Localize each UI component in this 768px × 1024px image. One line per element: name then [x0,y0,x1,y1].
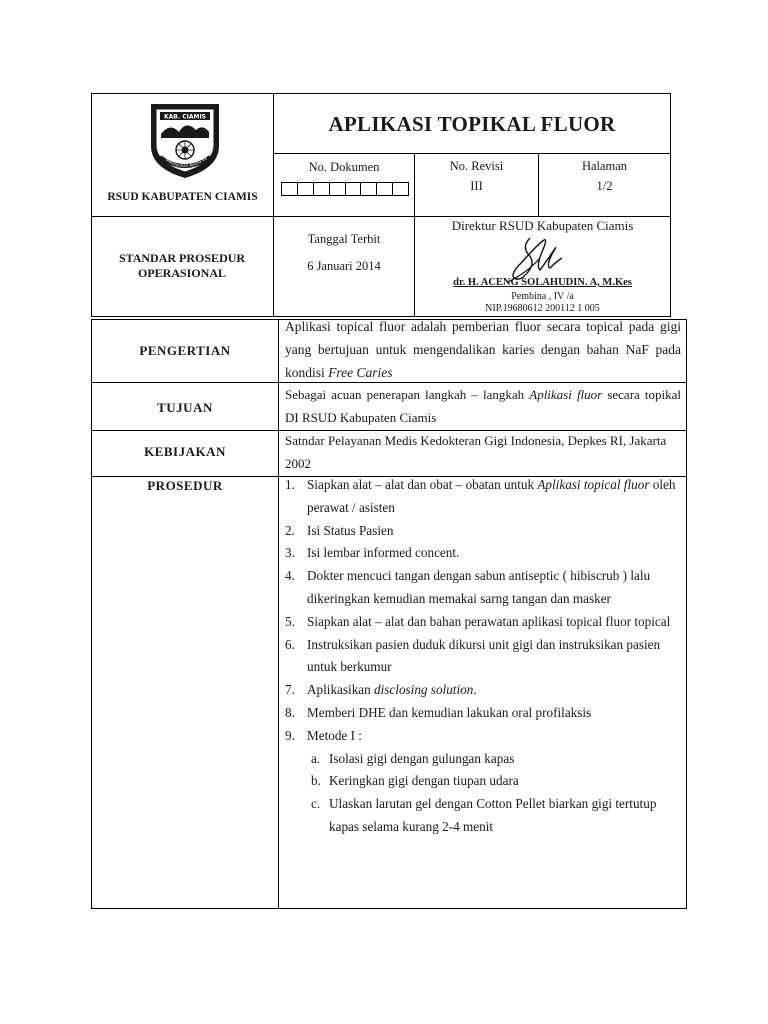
kebijakan-label: KEBIJAKAN [144,444,226,459]
prosedur-step-number: 7. [285,682,295,698]
prosedur-substep [307,793,681,839]
prosedur-step-number: 1. [285,477,295,492]
prosedur-substep-letter: b. [311,773,321,789]
prosedur-substep [307,748,681,771]
revisi-value: III [470,179,483,193]
prosedur-step [285,702,681,725]
prosedur-step-text: Memberi DHE dan kemudian lakukan oral profilaksis [307,704,592,720]
halaman-label: Halaman [581,159,628,173]
prosedur-step [285,611,681,634]
prosedur-step-number: 4. [285,568,295,584]
logo-top-text: KAB. CIAMIS [163,113,207,121]
direktur-rank: Pembina , IV /a [511,291,574,302]
prosedur-step-italic: Aplikasi topical fluor [537,477,650,492]
prosedur-substep-letter: a. [311,750,321,766]
tujuan-text-tail: secara topikal DI RSUD Kabupaten Ciamis [285,387,681,425]
dokumen-number-boxes [281,182,409,196]
hospital-name: RSUD KABUPATEN CIAMIS [107,191,258,203]
prosedur-step [285,725,681,748]
prosedur-step-text: Isi lembar informed concent. [307,545,460,561]
prosedur-step-number: 3. [285,545,295,561]
prosedur-step-number: 9. [285,727,295,743]
revisi-label: No. Revisi [449,159,504,173]
tujuan-label: TUJUAN [157,400,213,415]
prosedur-step-number: 6. [285,636,295,652]
prosedur-step [285,542,681,565]
pengertian-text-plain: Aplikasi topical fluor adalah pemberian fluor secara topical pada gigi yang bertujuan untuk mengendalikan karies dengan bahan NaF pada kondisi [285,319,681,380]
halaman-value: 1/2 [596,179,613,193]
prosedur-step-text: Isi Status Pasien [307,522,394,538]
kebijakan-text: Satndar Pelayanan Medis Kedokteran Gigi Indonesia, Depkes RI, Jakarta 2002 [285,433,667,471]
prosedur-list [285,474,681,839]
dokumen-label: No. Dokumen [308,160,380,174]
tanggal-label: Tanggal Terbit [307,232,381,246]
prosedur-step-text: Siapkan alat – alat dan bahan perawatan aplikasi topical fluor topical [307,613,671,629]
prosedur-substep-text: Ulaskan larutan gel dengan Cotton Pellet biarkan gigi tertutup kapas selama kurang 2-4 menit [329,796,657,834]
tujuan-text-italic: Aplikasi fluor [529,387,603,402]
direktur-name: dr. H. ACENG SOLAHUDIN. A, M.Kes [453,277,632,288]
spo-label: STANDAR PROSEDUR OPERASIONAL [118,251,246,280]
prosedur-step-text: Aplikasikan [307,682,375,698]
pengertian-text-italic: Free Caries [328,365,393,380]
prosedur-substep-letter: c. [311,796,321,812]
prosedur-step-tail: oleh perawat / asisten [307,477,676,515]
prosedur-step-number: 2. [285,522,295,538]
pengertian-label: PENGERTIAN [139,343,231,358]
tujuan-text-plain: Sebagai acuan penerapan langkah – langkah [285,387,530,402]
logo-motto: Mahayunan Ayuna Ka [164,155,208,169]
prosedur-step-text: Metode I : [307,727,362,743]
prosedur-step-text: Dokter mencuci tangan dengan sabun antiseptic ( hibiscrub ) lalu dikeringkan kemudian memakai sarng tangan dan masker [307,568,651,606]
direktur-label: Direktur RSUD Kabupaten Ciamis [451,218,634,233]
prosedur-label: PROSEDUR [147,478,223,493]
document-title: APLIKASI TOPIKAL FLUOR [328,112,616,136]
ciamis-logo [146,100,224,180]
prosedur-step-italic: disclosing solution [374,682,474,698]
prosedur-step-tail: . [473,682,477,698]
prosedur-substep [307,770,681,793]
prosedur-step [285,679,681,702]
prosedur-step-text: Instruksikan pasien duduk dikursi unit gigi dan instruksikan pasien untuk berkumur [307,636,661,675]
prosedur-substep-text: Isolasi gigi dengan gulungan kapas [329,750,515,766]
prosedur-step-text: Siapkan alat – alat dan obat – obatan untuk [307,477,538,492]
pengertian-text [285,315,681,384]
prosedur-step [285,520,681,543]
tanggal-value: 6 Januari 2014 [307,259,381,273]
prosedur-substep-text: Keringkan gigi dengan tiupan udara [329,773,519,789]
direktur-nip: NIP.19680612 200112 1 005 [485,303,600,314]
prosedur-step-number: 5. [285,613,295,629]
tujuan-text [285,383,681,429]
prosedur-step [285,474,681,520]
prosedur-step [285,565,681,611]
prosedur-step-number: 8. [285,704,295,720]
prosedur-step [285,634,681,680]
